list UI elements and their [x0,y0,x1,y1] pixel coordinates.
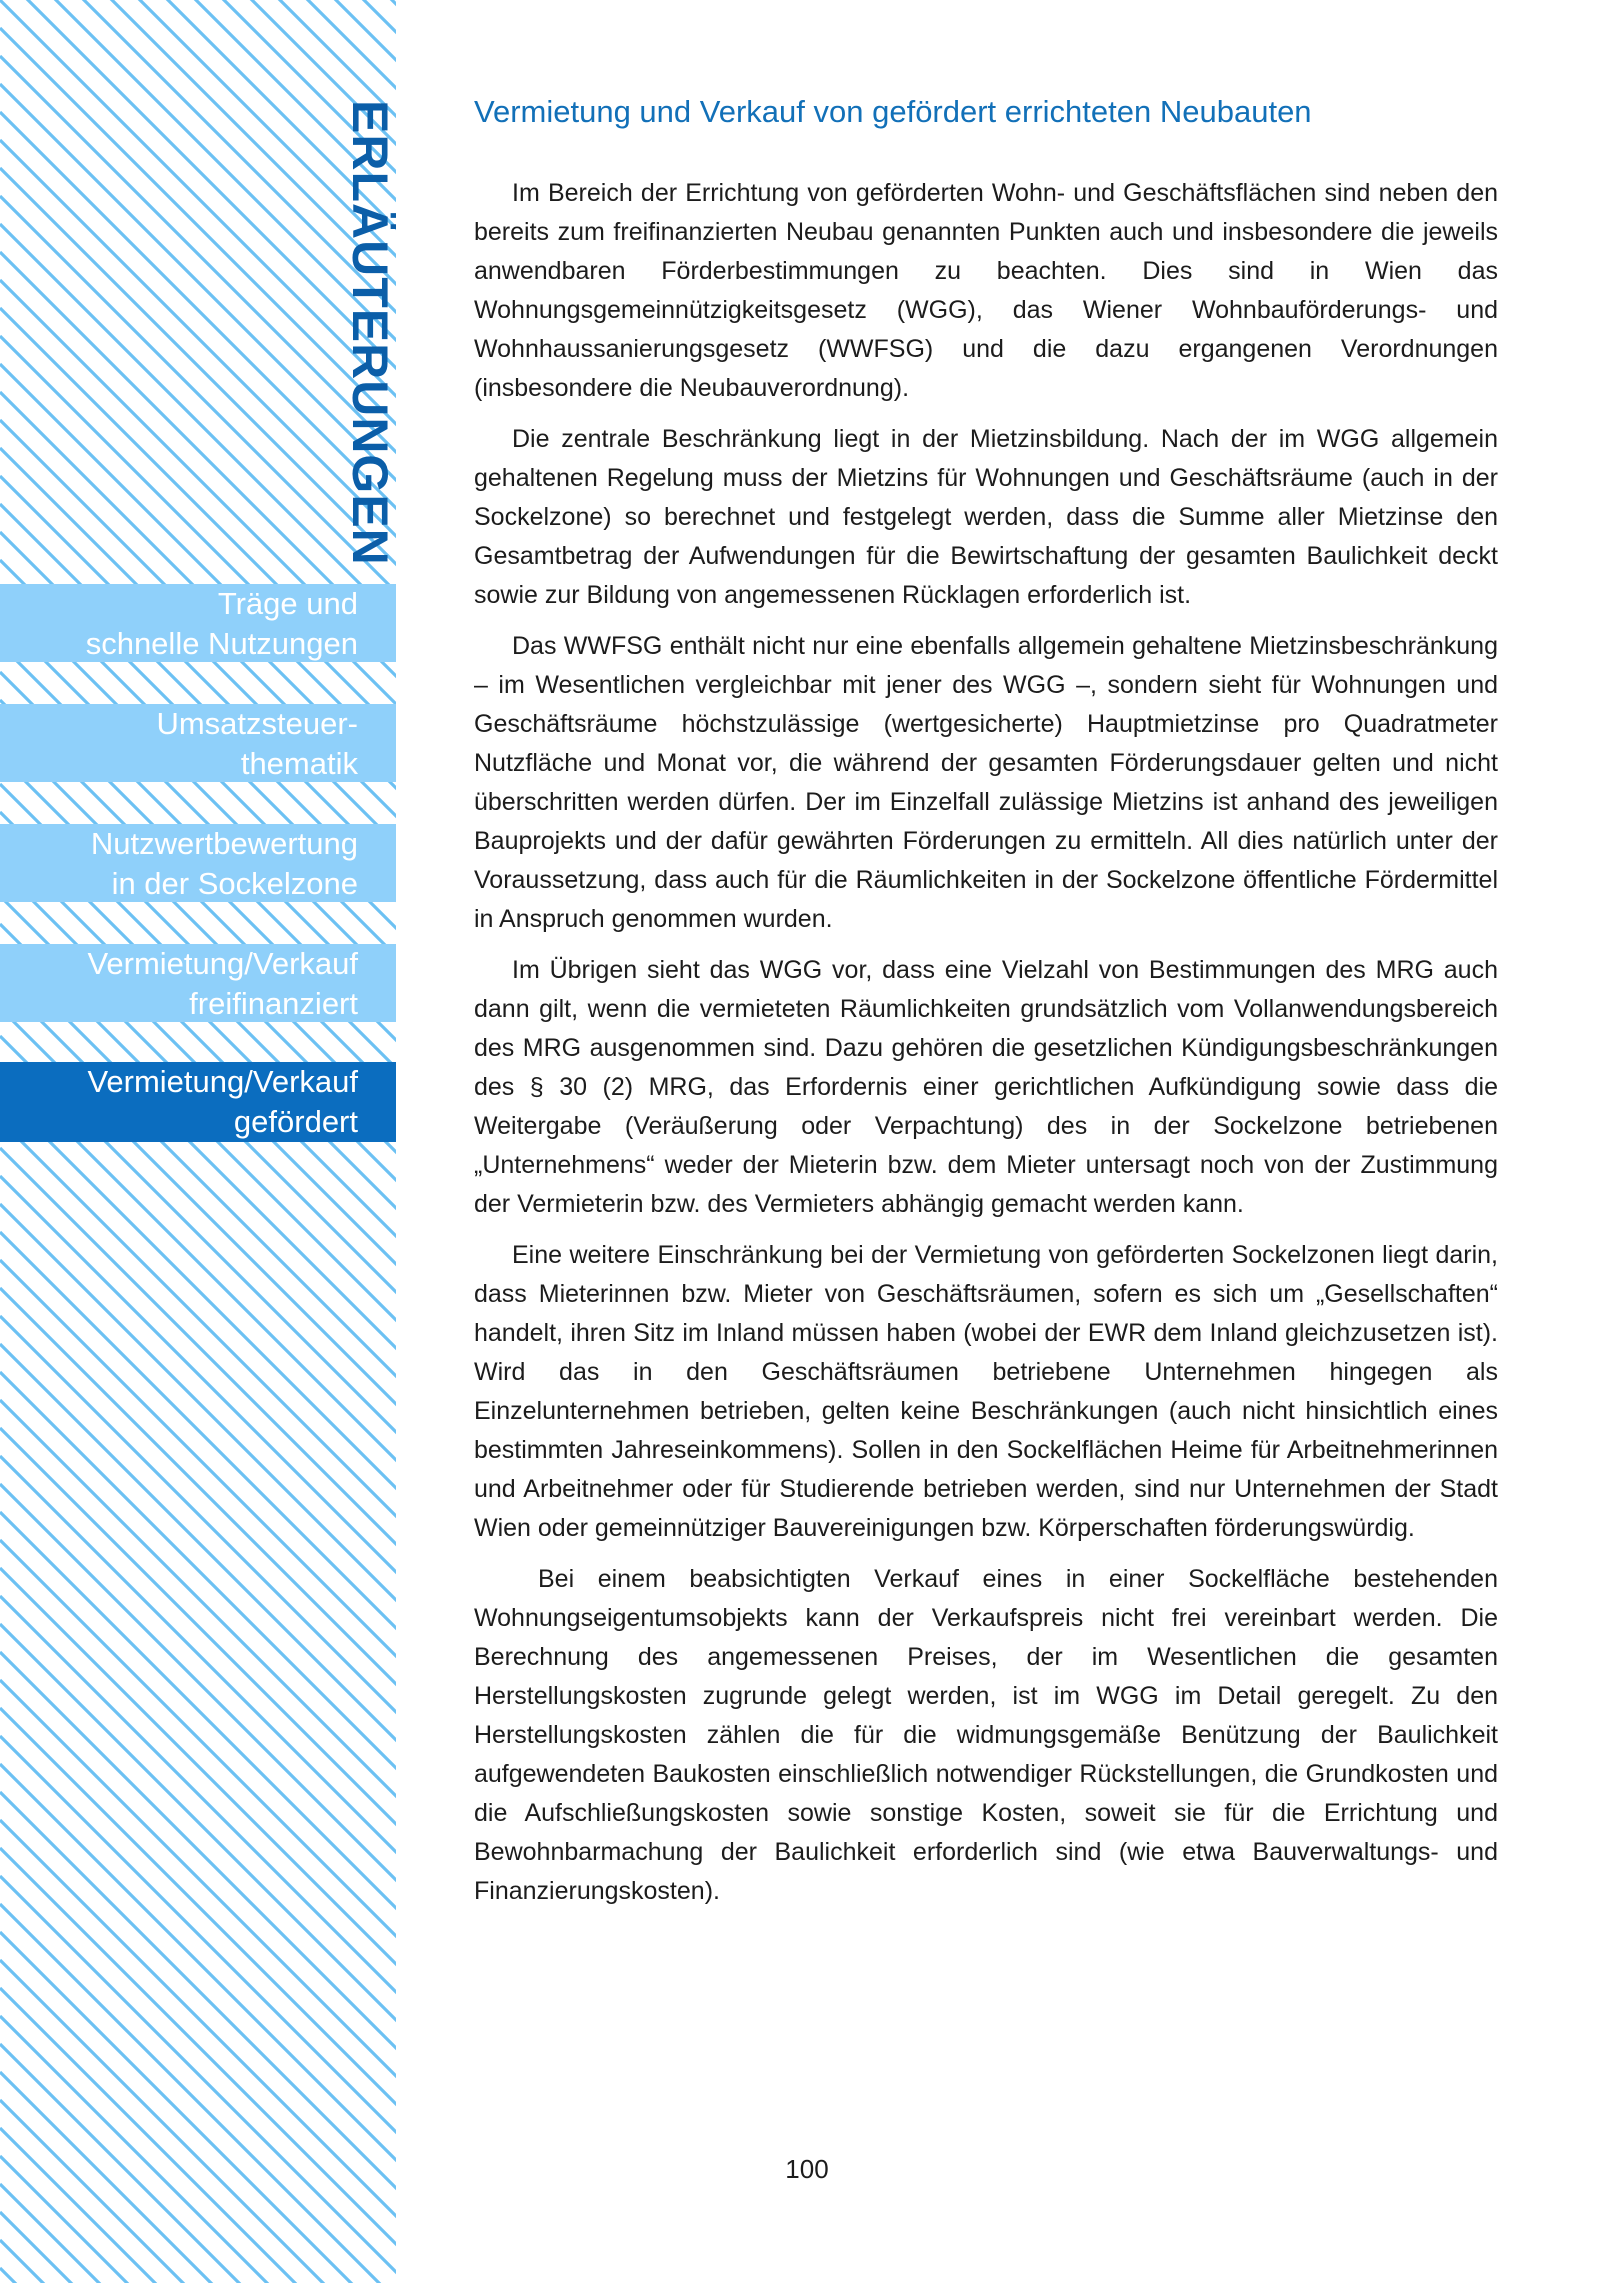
stripe-line [0,980,398,1400]
nav-item-line: Vermietung/Verkauf [87,946,358,981]
paragraph: Eine weitere Einschränkung bei der Vermietung von geförderten Sockelzonen liegt darin, dass Mieterinnen bzw. Mieter von Geschäftsräumen, sofern es sich um „Gesellschaften“ handelt, ihren Sitz im Inland müssen haben (wobei der EWR dem Inland gleichzusetzen ist). Wird das in den Geschäftsräumen betriebene Unternehmen hingegen als Einzelunternehmen betrieben, gelten keine Beschränkungen (auch nicht hinsichtlich eines bestimmten Jahreseinkommens). Sollen in den Sockelflächen Heime für Arbeitnehmerinnen und Arbeitnehmer oder für Studierende betrieben werden, sind nur Unternehmen der Stadt Wien oder gemeinnütziger Bauvereinigungen bzw. Körperschaften förderungswürdig. [474,1241,1498,1542]
paragraph: Im Bereich der Errichtung von geförderten Wohn- und Geschäftsflächen sind neben den bereits zum freifinanzierten Neubau genannten Punkten auch und insbesondere die jeweils anwendbaren Förderbestimmungen zu beachten. Dies sind in Wien das Wohnungsgemeinnützigkeitsgesetz (WGG), das Wiener Wohnbauförderungs- und Wohnhaussanierungsgesetz (WWFSG) und die dazu ergangenen Verordnungen (insbesondere die Neubauverordnung). [474,179,1498,402]
stripe-line [0,56,398,476]
page-title: Vermietung und Verkauf von gefördert errichteten Neubauten [474,94,1312,129]
stripe-line [0,1400,398,1820]
stripe-line [0,1456,398,1876]
stripe-line [0,2128,398,2283]
nav-item-line: freifinanziert [189,986,358,1021]
stripe-line [0,0,398,252]
stripe-line [0,112,398,532]
stripe-line [0,1232,398,1652]
stripe-line [0,0,398,140]
page-number: 100 [785,2154,829,2184]
stripe-line [0,2100,398,2283]
nav-item-line: Träge und [217,586,358,621]
stripe-line [0,0,398,56]
paragraph: Im Übrigen sieht das WGG vor, dass eine Vielzahl von Bestimmungen des MRG auch dann gilt, wenn die vermieteten Räumlichkeiten grundsätzlich vom Vollanwendungsbereich des MRG ausgenommen sind. Dazu gehören die gesetzlichen Kündigungsbeschränkungen des § 30 (2) MRG, das Erfordernis einer gerichtlichen Aufkündigung sowie dass die Weitergabe (Veräußerung oder Verpachtung) des in der Sockelzone betriebenen „Unternehmens“ weder der Mieterin bzw. dem Mieter untersagt noch von der Zustimmung der Vermieterin bzw. des Vermieters abhängig gemacht werden kann. [474,956,1498,1218]
paragraph: Die zentrale Beschränkung liegt in der Mietzinsbildung. Nach der im WGG allgemein gehaltenen Regelung muss der Mietzins für Wohnungen und Geschäftsräume (auch in der Sockelzone) so berechnet und festgelegt werden, dass die Summe aller Mietzinse den Gesamtbetrag der Aufwendungen für die Bewirtschaftung der gesamten Baulichkeit deckt sowie zur Bildung von angemessenen Rücklagen erforderlich ist. [474,425,1498,609]
stripe-line [0,1484,398,1904]
stripe-line [0,1540,398,1960]
stripe-line [0,1344,398,1764]
stripe-line [0,1624,398,2044]
stripe-line [0,1288,398,1708]
stripe-line [0,1792,398,2212]
nav-item-vermietung-verkauf-gefoerdert[interactable] [0,1062,396,1142]
article-body [474,174,1498,1923]
stripe-line [0,84,398,504]
nav-item-umsatzsteuerthematik[interactable] [0,704,396,782]
stripe-line [0,1680,398,2100]
stripe-line [0,1120,398,1540]
stripe-line [0,1316,398,1736]
stripe-line [0,0,398,112]
stripe-line [0,1652,398,2072]
nav-item-line: in der Sockelzone [111,866,358,901]
nav-item-line: gefördert [233,1104,358,1139]
stripe-line [0,1372,398,1792]
stripe-line [0,1932,398,2283]
stripe-line [0,1960,398,2283]
stripe-line [0,336,398,756]
stripe-line [0,140,398,560]
nav-item-line: Nutzwertbewertung [90,826,358,861]
paragraph: Bei einem beabsichtigten Verkauf eines in einer Sockelfläche bestehenden Wohnungseigentumsobjekts kann der Verkaufspreis nicht frei vereinbart werden. Die Berechnung des angemessenen Preises, der im Wesentlichen die gesamten Herstellungskosten zugrunde gelegt werden, ist im WGG im Detail geregelt. Zu den Herstellungskosten zählen die für die widmungsgemäße Benützung der Baulichkeit aufgewendeten Baukosten einschließlich notwendiger Rückstellungen, die Grundkosten und die Aufschließungskosten sowie sonstige Kosten, soweit sie für die Errichtung und Bewohnbarmachung der Baulichkeit erforderlich sind (wie etwa Bauverwaltungs- und Finanzierungskosten). [474,1565,1498,1905]
stripe-line [0,1512,398,1932]
stripe-line [0,1988,398,2283]
stripe-line [0,1848,398,2268]
section-heading-vertical: ERLÄUTERUNGEN [342,100,398,566]
nav-item-nutzwertbewertung[interactable] [0,824,396,902]
stripe-line [0,308,398,728]
stripe-line [0,0,398,420]
stripe-line [0,0,398,84]
stripe-line [0,196,398,616]
stripe-line [0,28,398,448]
nav-item-line: Umsatzsteuer- [156,706,358,741]
stripe-line [0,0,398,308]
nav-item-vermietung-verkauf-freifinanziert[interactable] [0,944,396,1022]
stripe-line [0,1176,398,1596]
stripe-line [0,1428,398,1848]
stripe-line [0,0,398,280]
stripe-line [0,1260,398,1680]
stripe-line [0,1708,398,2128]
nav-item-line: Vermietung/Verkauf [87,1064,358,1099]
nav-item-traege-schnelle-nutzungen[interactable] [0,584,396,662]
stripe-line [0,1092,398,1512]
stripe-line [0,1148,398,1568]
stripe-line [0,2240,398,2283]
paragraph: Das WWFSG enthält nicht nur eine ebenfalls allgemein gehaltene Mietzinsbeschränkung – im Wesentlichen vergleichbar mit jener des WGG –, sondern sieht für Wohnungen und Geschäftsräume höchstzulässige (wertgesicherte) Hauptmietzinse pro Quadratmeter Nutzfläche und Monat vor, die während der gesamten Förderungsdauer gelten und nicht überschritten werden dürfen. Der im Einzelfall zulässige Mietzins ist anhand des jeweiligen Bauprojekts und der dafür gewährten Förderungen zu ermitteln. All dies natürlich unter der Voraussetzung, dass auch für die Räumlichkeiten in der Sockelzone öffentliche Fördermittel in Anspruch genommen wurden. [474,632,1498,933]
stripe-line [0,1568,398,1988]
stripe-line [0,224,398,644]
stripe-line [0,1596,398,2016]
stripe-line [0,168,398,588]
stripe-line [0,1204,398,1624]
stripe-line [0,1736,398,2156]
stripe-line [0,1764,398,2184]
nav-item-line: thematik [240,746,358,781]
nav-item-line: schnelle Nutzungen [85,626,358,661]
